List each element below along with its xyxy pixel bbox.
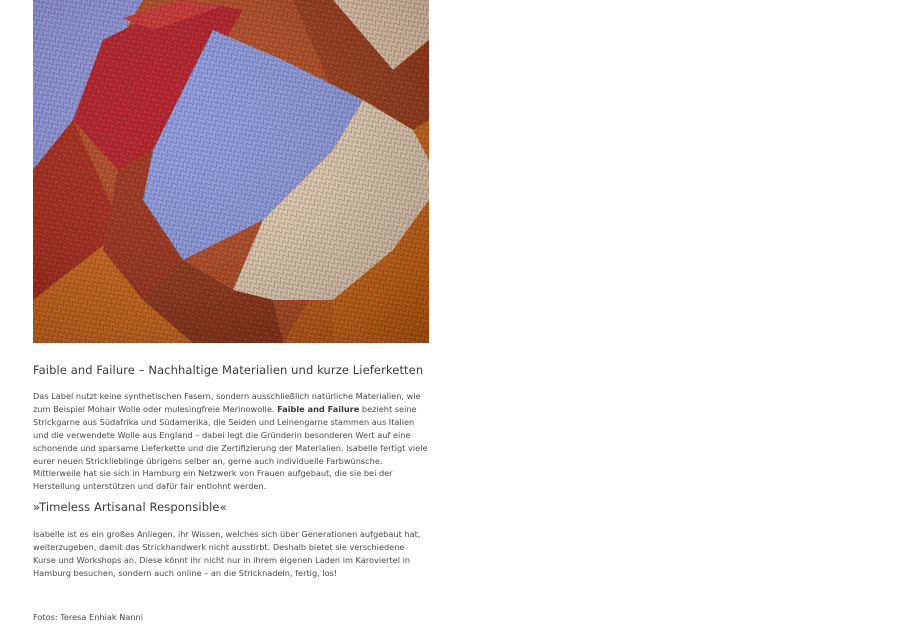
photo-credit: Fotos: Teresa Enhiak Nanni xyxy=(33,612,144,622)
knitted-sweater-photo xyxy=(33,0,429,343)
brand-name: Faible and Failure xyxy=(277,403,360,414)
section-paragraph-materials xyxy=(33,390,429,493)
section-paragraph-workshops: Isabelle ist es ein großes Anliegen, ihr Wissen, welches sich über Generationen aufgebaut hat, weiterzugeben, damit das Strickhandwerk nicht ausstirbt. Deshalb bietet sie verschiedene Kurse und Workshops an. Diese könnt ihr nicht nur in ihrem eigenen Laden im Karoviertel in Hamburg besuchen, sondern auch online – an die Stricknadeln, fertig, los! xyxy=(33,529,421,578)
section-heading-motto: »Timeless Artisanal Responsible« xyxy=(33,500,227,514)
section-heading-materials: Faible and Failure – Nachhaltige Materialien und kurze Lieferketten xyxy=(33,363,424,377)
paragraph-text-end: bezieht seine Strickgarne aus Südafrika und Südamerika, die Seiden und Leinengarne stammen aus Italien und die verwendete Wolle aus England – dabei legt die Gründerin besonderen Wert auf eine schonende und sparsame Lieferkette und die Zertifizierung der Materialien. Isabelle fertigt viele eurer neuen Stricklieblinge übrigens selber an, gerne auch individuelle Farbwünsche. Mittlerweile hat sie sich in Hamburg ein Netzwerk von Frauen aufgebaut, die sie bei der Herstellung unterstützen und dafür fair entlohnt werden. xyxy=(33,403,428,492)
paragraph-text-start: Das Label nutzt keine synthetischen Fasern, sondern ausschließlich natürliche Materialien, wie zum Beispiel Mohair Wolle oder mulesingfreie Merinowolle. xyxy=(33,391,421,414)
article xyxy=(33,0,429,622)
knitted-sweater-icon xyxy=(33,0,429,343)
